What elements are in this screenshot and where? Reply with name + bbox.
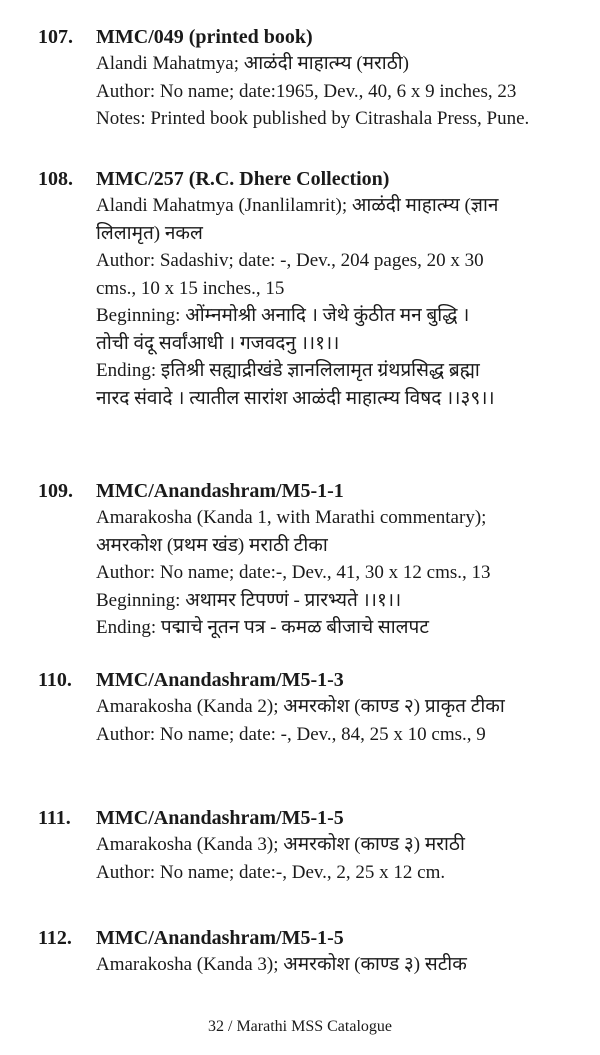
entry-heading [38, 925, 580, 951]
entry-line: Author: No name; date:-, Dev., 41, 30 x 12 cms., 13 [96, 562, 491, 583]
entry-title: MMC/Anandashram/M5-1-3 [96, 669, 344, 691]
entry-number: 110. [38, 669, 72, 691]
entry-body [96, 192, 580, 412]
entry-line: Author: Sadashiv; date: -, Dev., 204 pages, 20 x 30 [96, 250, 484, 271]
entry-title: MMC/049 (printed book) [96, 26, 313, 48]
entry-number: 112. [38, 927, 72, 949]
entry-line: Amarakosha (Kanda 3); अमरकोश (काण्ड ३) सटीक [96, 954, 467, 975]
entry-line: Alandi Mahatmya; आळंदी माहात्म्य (मराठी) [96, 53, 409, 74]
entry-number: 108. [38, 168, 73, 190]
entry-heading [38, 24, 580, 50]
page-footer: 32 / Marathi MSS Catalogue [208, 1018, 392, 1035]
entry-title: MMC/Anandashram/M5-1-5 [96, 807, 344, 829]
entry-body [96, 831, 580, 886]
entry-line: Ending: पद्माचे नूतन पत्र - कमळ बीजाचे सालपट [96, 617, 429, 638]
entry-line: Author: No name; date:1965, Dev., 40, 6 x 9 inches, 23 [96, 80, 517, 102]
catalogue-entry [38, 805, 580, 886]
entry-body [96, 50, 580, 133]
catalogue-entry [38, 478, 580, 642]
entry-line: Beginning: ओंम्नमोश्री अनादि । जेथे कुंठीत मन बुद्धि । [96, 305, 470, 326]
entry-line: Amarakosha (Kanda 2); अमरकोश (काण्ड २) प्राकृत टीका [96, 696, 505, 717]
entry-body [96, 951, 580, 979]
entry-line: Notes: Printed book published by Citrashala Press, Pune. [96, 108, 530, 129]
entry-body [96, 693, 580, 748]
entry-line: नारद संवादे । त्यातील सारांश आळंदी माहात्म्य विषद ।।३९।। [96, 387, 495, 409]
catalogue-entry [38, 166, 580, 412]
entry-number: 111. [38, 807, 71, 829]
entry-line: Ending: इतिश्री सह्याद्रीखंडे ज्ञानलिलामृत ग्रंथप्रसिद्ध ब्रह्मा [96, 360, 480, 381]
entry-line: Author: No name; date:-, Dev., 2, 25 x 12 cm. [96, 861, 446, 883]
entry-heading [38, 667, 580, 693]
entry-body [96, 504, 580, 642]
entry-number: 107. [38, 26, 73, 48]
entry-title: MMC/Anandashram/M5-1-1 [96, 480, 344, 502]
entry-line: Beginning: अथामर टिपण्णं - प्रारभ्यते ।।१।। [96, 589, 402, 611]
entry-title: MMC/257 (R.C. Dhere Collection) [96, 168, 390, 190]
entry-line: Author: No name; date: -, Dev., 84, 25 x 10 cms., 9 [96, 723, 486, 745]
entry-line: Alandi Mahatmya (Jnanlilamrit); आळंदी माहात्म्य (ज्ञान [96, 195, 499, 216]
entry-line: लिलामृत) नकल [96, 222, 203, 244]
entry-number: 109. [38, 480, 73, 502]
entry-heading [38, 805, 580, 831]
entry-line: अमरकोश (प्रथम खंड) मराठी टीका [96, 534, 328, 556]
entry-line: तोची वंदू सर्वांआधी । गजवदनु ।।१।। [96, 332, 340, 354]
entry-line: cms., 10 x 15 inches., 15 [96, 277, 285, 299]
catalogue-entry [38, 667, 580, 748]
entry-line: Amarakosha (Kanda 1, with Marathi commentary); [96, 507, 487, 528]
entry-heading [38, 478, 580, 504]
entry-line: Amarakosha (Kanda 3); अमरकोश (काण्ड ३) मराठी [96, 834, 465, 855]
entry-heading [38, 166, 580, 192]
catalogue-entry [38, 925, 580, 979]
entry-title: MMC/Anandashram/M5-1-5 [96, 927, 344, 949]
catalogue-entry [38, 24, 580, 133]
